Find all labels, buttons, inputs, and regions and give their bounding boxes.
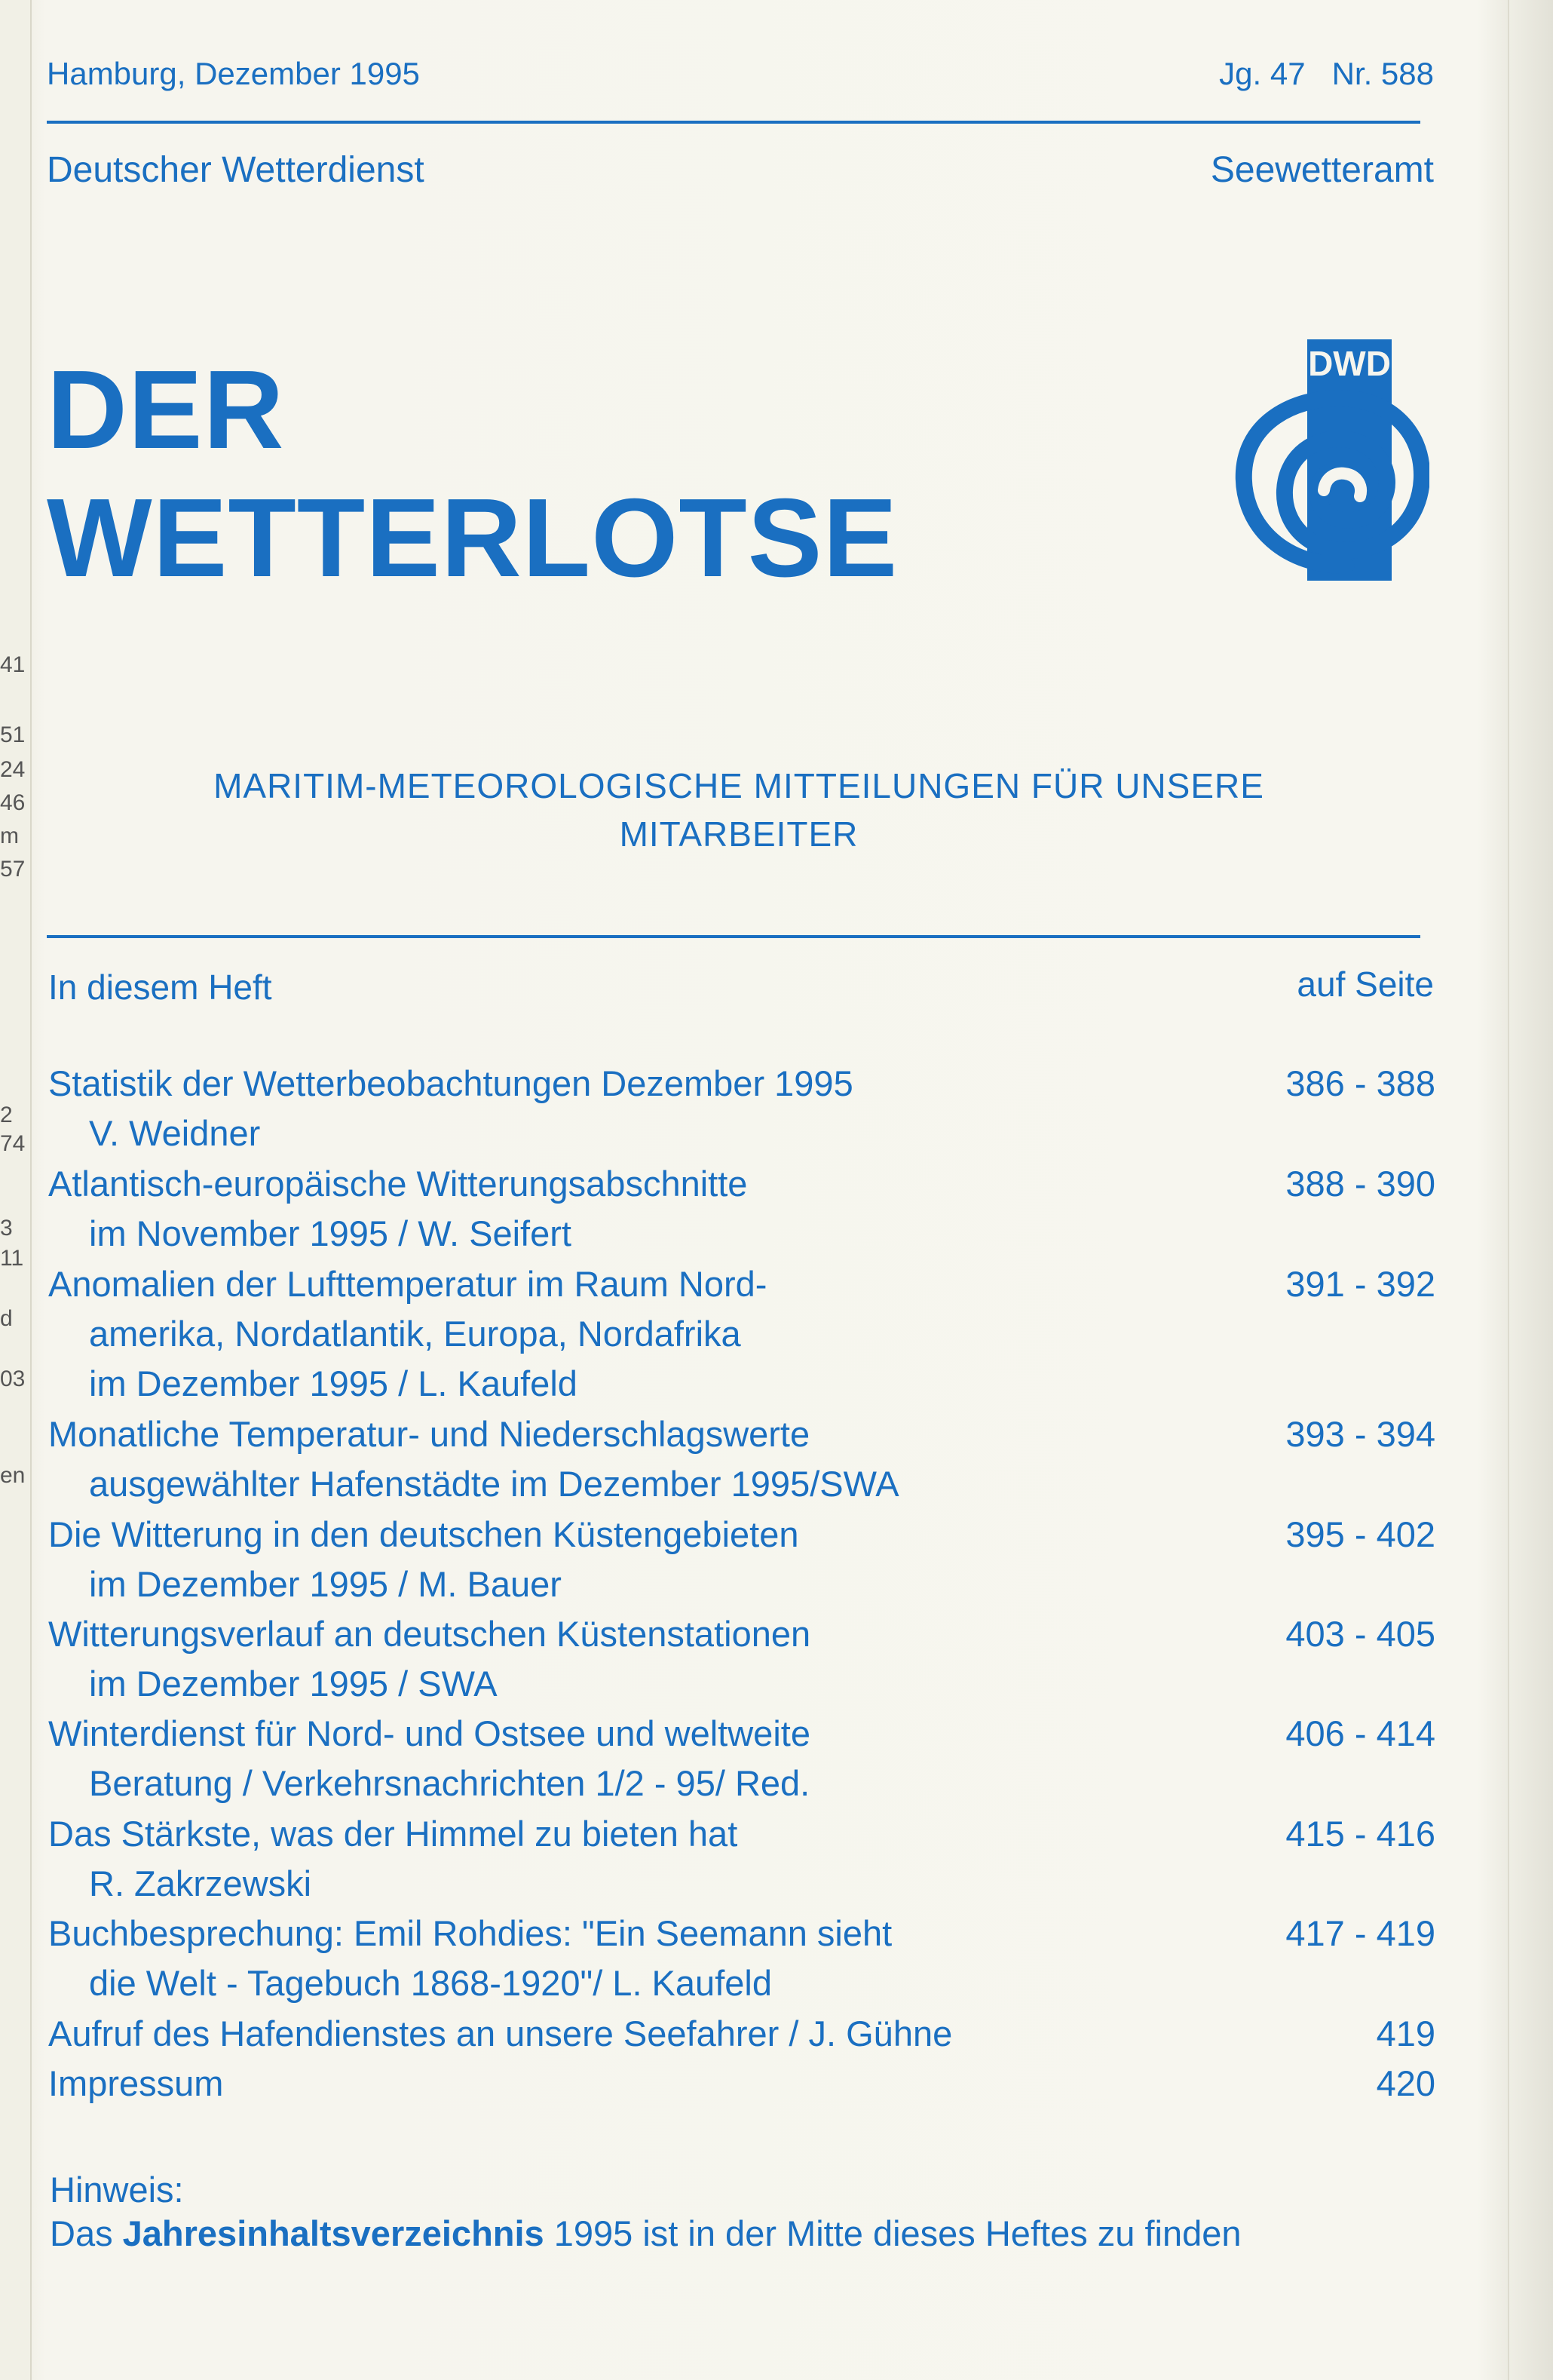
title-line-2: WETTERLOTSE bbox=[47, 476, 899, 600]
toc-entry-line: Das Stärkste, was der Himmel zu bieten hat bbox=[48, 1814, 738, 1854]
publisher: Deutscher Wetterdienst bbox=[47, 150, 424, 190]
toc-entry bbox=[48, 1159, 1435, 1259]
header-rule bbox=[47, 121, 1420, 124]
toc-entry-line: R. Zakrzewski bbox=[89, 1863, 312, 1903]
title-line-1: DER bbox=[47, 348, 285, 472]
subtitle-line-1: MARITIM-METEOROLOGISCHE MITTEILUNGEN FÜR UNSERE bbox=[213, 766, 1264, 805]
toc-entry-line: Buchbesprechung: Emil Rohdies: "Ein Seemann sieht bbox=[48, 1913, 893, 1953]
margin-fragment: en bbox=[0, 1463, 26, 1488]
page-right-edge bbox=[1508, 0, 1553, 2380]
toc-entry-line: Die Witterung in den deutschen Küstengebieten bbox=[48, 1514, 799, 1554]
place-date: Hamburg, Dezember 1995 bbox=[47, 56, 420, 91]
toc-entry-line: V. Weidner bbox=[89, 1113, 261, 1153]
toc-entry-line: Monatliche Temperatur- und Niederschlagswerte bbox=[48, 1414, 810, 1454]
toc-rule bbox=[47, 935, 1420, 938]
note-text bbox=[50, 2213, 1242, 2254]
toc-entry-line: ausgewählter Hafenstädte im Dezember 1995/SWA bbox=[89, 1464, 899, 1504]
toc-entry-line: im Dezember 1995 / SWA bbox=[89, 1664, 498, 1704]
toc-entry-line: Beratung / Verkehrsnachrichten 1/2 - 95/ Red. bbox=[89, 1763, 810, 1803]
toc-entry-line: Statistik der Wetterbeobachtungen Dezember 1995 bbox=[48, 1063, 853, 1103]
toc-entry bbox=[48, 1809, 1435, 1909]
toc-entry-pages: 388 - 390 bbox=[1285, 1164, 1435, 1204]
margin-fragment: m bbox=[0, 823, 19, 848]
toc-entry bbox=[48, 2009, 1435, 2059]
toc-entry-pages: 417 - 419 bbox=[1285, 1913, 1435, 1953]
margin-fragment: 11 bbox=[0, 1246, 24, 1271]
toc-entry bbox=[48, 1909, 1435, 2008]
margin-fragment: d bbox=[0, 1306, 13, 1331]
toc-entry-pages: 391 - 392 bbox=[1285, 1264, 1435, 1304]
volume-issue: Jg. 47 Nr. 588 bbox=[1219, 56, 1434, 91]
subtitle bbox=[47, 762, 1431, 858]
toc-entry-line: Anomalien der Lufttemperatur im Raum Nord- bbox=[48, 1264, 767, 1304]
toc-entry-pages: 393 - 394 bbox=[1285, 1414, 1435, 1454]
note-text-bold: Jahresinhaltsverzeichnis bbox=[122, 2213, 544, 2253]
toc-entry-pages: 395 - 402 bbox=[1285, 1514, 1435, 1554]
toc-entry-pages: 419 bbox=[1376, 2013, 1435, 2053]
toc-entry-line: im Dezember 1995 / L. Kaufeld bbox=[89, 1363, 577, 1403]
subtitle-line-2: MITARBEITER bbox=[619, 814, 859, 854]
toc-entry-line: Aufruf des Hafendienstes an unsere Seefahrer / J. Gühne bbox=[48, 2013, 953, 2053]
toc-entry bbox=[48, 2059, 1435, 2109]
toc-entry bbox=[48, 1059, 1435, 1158]
logo-text: DWD bbox=[1308, 344, 1391, 383]
margin-fragment: 74 bbox=[0, 1131, 26, 1156]
margin-fragment: 46 bbox=[0, 790, 26, 815]
toc-entry bbox=[48, 1259, 1435, 1409]
toc-entry-line: amerika, Nordatlantik, Europa, Nordafrika bbox=[89, 1314, 741, 1354]
dwd-spiral-icon bbox=[1233, 339, 1429, 581]
toc-entry bbox=[48, 1709, 1435, 1808]
department: Seewetteramt bbox=[1210, 150, 1434, 190]
margin-fragment: 24 bbox=[0, 757, 26, 782]
toc-heading: In diesem Heft bbox=[48, 968, 272, 1007]
toc-page-heading: auf Seite bbox=[1297, 965, 1434, 1004]
toc-entry-line: Witterungsverlauf an deutschen Küstenstationen bbox=[48, 1614, 811, 1654]
dwd-logo bbox=[1233, 339, 1429, 581]
toc-entry-line: im November 1995 / W. Seifert bbox=[89, 1213, 571, 1253]
margin-fragment: 2 bbox=[0, 1103, 13, 1127]
toc-entry bbox=[48, 1409, 1435, 1509]
toc-entry-pages: 420 bbox=[1376, 2063, 1435, 2103]
note-text-after: 1995 ist in der Mitte dieses Heftes zu finden bbox=[544, 2213, 1242, 2253]
margin-fragment: 3 bbox=[0, 1216, 13, 1241]
margin-fragment: 57 bbox=[0, 857, 26, 882]
note-text-before: Das bbox=[50, 2213, 123, 2253]
toc-entry-line: Winterdienst für Nord- und Ostsee und weltweite bbox=[48, 1713, 810, 1753]
toc-entry-line: Atlantisch-europäische Witterungsabschnitte bbox=[48, 1164, 748, 1204]
adjacent-page-edge bbox=[0, 0, 32, 2380]
toc-entry-line: die Welt - Tagebuch 1868-1920"/ L. Kaufeld bbox=[89, 1963, 772, 2003]
toc-entry-line: im Dezember 1995 / M. Bauer bbox=[89, 1564, 562, 1604]
toc-entry-pages: 406 - 414 bbox=[1285, 1713, 1435, 1753]
toc-entry-pages: 403 - 405 bbox=[1285, 1614, 1435, 1654]
margin-fragment: 03 bbox=[0, 1366, 26, 1391]
toc-entry bbox=[48, 1609, 1435, 1709]
toc-entry bbox=[48, 1510, 1435, 1609]
toc-entry-line: Impressum bbox=[48, 2063, 224, 2103]
toc-entry-pages: 386 - 388 bbox=[1285, 1063, 1435, 1103]
margin-fragment: 41 bbox=[0, 652, 26, 677]
margin-fragment: 51 bbox=[0, 722, 26, 747]
toc-entry-pages: 415 - 416 bbox=[1285, 1814, 1435, 1854]
note-label: Hinweis: bbox=[50, 2170, 184, 2210]
